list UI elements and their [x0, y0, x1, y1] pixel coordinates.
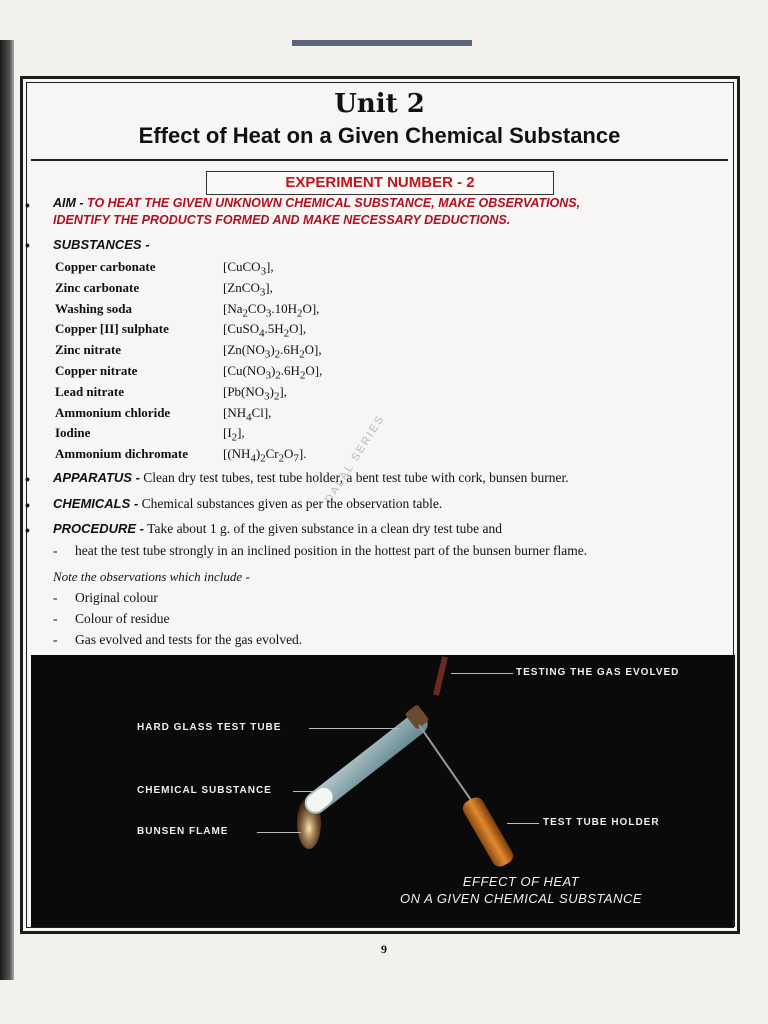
substance-name: Copper carbonate: [55, 259, 156, 274]
caption-line1: EFFECT OF HEAT: [462, 874, 580, 889]
procedure-label: PROCEDURE -: [53, 521, 145, 536]
substance-formula: $[CuSO_4.5H_2O]$,: [223, 321, 307, 340]
substances-list: [55, 259, 475, 467]
page-header: [31, 85, 728, 161]
substance-name: Washing soda: [55, 300, 132, 316]
substance-formula: $[Cu(NO_3)_2.6H_2O]$,: [223, 362, 323, 382]
substance-formula: $[(NH_4)_2Cr_2O_7]$.: [223, 446, 307, 465]
observation-text: Colour of residue: [75, 611, 170, 626]
experiment-number-box: EXPERIMENT NUMBER - 2: [206, 171, 554, 195]
aim-text-line2: IDENTIFY THE PRODUCTS FORMED AND MAKE NECESSARY DEDUCTIONS.: [53, 213, 511, 227]
bullet: •: [25, 522, 30, 538]
leader-line: [309, 728, 399, 729]
watermark: DALAL SERIES: [323, 412, 388, 506]
substance-formula: $[Zn(NO_3)_2.6H_2O]$,: [223, 342, 322, 361]
substance-row: [55, 384, 475, 405]
chemicals-section: [53, 496, 733, 512]
bullet: •: [25, 471, 30, 487]
label-bunsen-flame: BUNSEN FLAME: [137, 826, 229, 837]
substance-row: [55, 280, 475, 301]
observation-item: [53, 590, 158, 606]
aim-text-line1: TO HEAT THE GIVEN UNKNOWN CHEMICAL SUBSTANCE, MAKE OBSERVATIONS,: [87, 196, 581, 210]
holder-handle-shape: [460, 794, 516, 869]
substance-name: Ammonium chloride: [55, 404, 171, 420]
substance-name: Iodine: [55, 425, 91, 441]
main-title: Effect of Heat on a Given Chemical Substance: [138, 123, 621, 148]
leader-line: [257, 832, 301, 833]
substance-name: Copper [II] sulphate: [55, 321, 169, 337]
substance-name: Lead nitrate: [55, 383, 124, 399]
dash: -: [53, 611, 58, 626]
substance-formula: [CuCO$_3$],: [223, 259, 274, 278]
substance-name: Zinc carbonate: [55, 279, 140, 295]
aim-label: AIM -: [53, 196, 84, 210]
label-hard-glass-tube: HARD GLASS TEST TUBE: [137, 722, 282, 733]
top-print-strip: [292, 40, 472, 46]
holder-wire-shape: [419, 725, 471, 800]
substance-row: [55, 259, 475, 280]
substances-heading: SUBSTANCES -: [53, 237, 150, 252]
procedure-step: [53, 543, 587, 559]
substance-row: [55, 342, 475, 363]
gas-testing-rod-shape: [436, 657, 445, 695]
apparatus-label: APPARATUS -: [53, 470, 140, 485]
leader-line: [451, 673, 513, 674]
substance-formula: [ZnCO$_3$],: [223, 279, 273, 299]
substance-row: [55, 446, 475, 467]
procedure-text: Take about 1 g. of the given substance in a clean dry test tube and: [147, 521, 502, 536]
substance-name: Ammonium dichromate: [55, 446, 189, 462]
dash: -: [53, 590, 58, 605]
leader-line: [507, 823, 539, 824]
bullet: •: [25, 197, 30, 213]
substance-formula: $[I_2]$,: [223, 425, 245, 444]
book-spine-shadow: [0, 40, 14, 980]
chemicals-text: Chemical substances given as per the observation table.: [141, 496, 443, 511]
apparatus-text: Clean dry test tubes, test tube holder, a bent test tube with cork, bunsen burner.: [143, 470, 569, 485]
photo-caption: [361, 873, 681, 907]
substance-row: [55, 301, 475, 322]
observation-note: Note the observations which include -: [53, 569, 250, 584]
substance-row: [55, 425, 475, 446]
label-chemical-substance: CHEMICAL SUBSTANCE: [137, 785, 272, 796]
observation-text: Gas evolved and tests for the gas evolved.: [75, 632, 303, 647]
dash: -: [53, 632, 58, 647]
substance-row: [55, 405, 475, 426]
leader-line: [293, 791, 313, 792]
caption-line2: ON A GIVEN CHEMICAL SUBSTANCE: [399, 891, 643, 906]
label-testing-gas: TESTING THE GAS EVOLVED: [516, 667, 680, 678]
substance-row: [55, 363, 475, 384]
substance-formula: $[NH_4Cl]$,: [223, 404, 272, 424]
chemicals-label: CHEMICALS -: [53, 496, 139, 511]
procedure-section: [53, 521, 733, 537]
substance-formula: $[Na_2CO_3.10H_2O]$,: [223, 300, 320, 320]
substance-name: Copper nitrate: [55, 362, 138, 378]
bullet: •: [25, 237, 30, 253]
substance-formula: $[Pb(NO_3)_2]$,: [223, 383, 287, 403]
bullet: •: [25, 497, 30, 513]
procedure-step-text: heat the test tube strongly in an inclined position in the hottest part of the bunsen burner flame.: [75, 543, 588, 558]
label-test-tube-holder: TEST TUBE HOLDER: [543, 817, 660, 828]
apparatus-section: [53, 470, 733, 486]
aim-section: [53, 195, 733, 229]
observation-text: Original colour: [75, 590, 158, 605]
substance-name: Zinc nitrate: [55, 342, 122, 358]
dash: -: [53, 543, 58, 558]
apparatus-photo: [31, 655, 735, 927]
observation-item: [53, 611, 169, 627]
page-frame: [20, 76, 740, 934]
page-number: 9: [381, 942, 387, 956]
observation-item: [53, 632, 302, 648]
unit-title: Unit 2: [334, 89, 425, 119]
substance-row: [55, 321, 475, 342]
